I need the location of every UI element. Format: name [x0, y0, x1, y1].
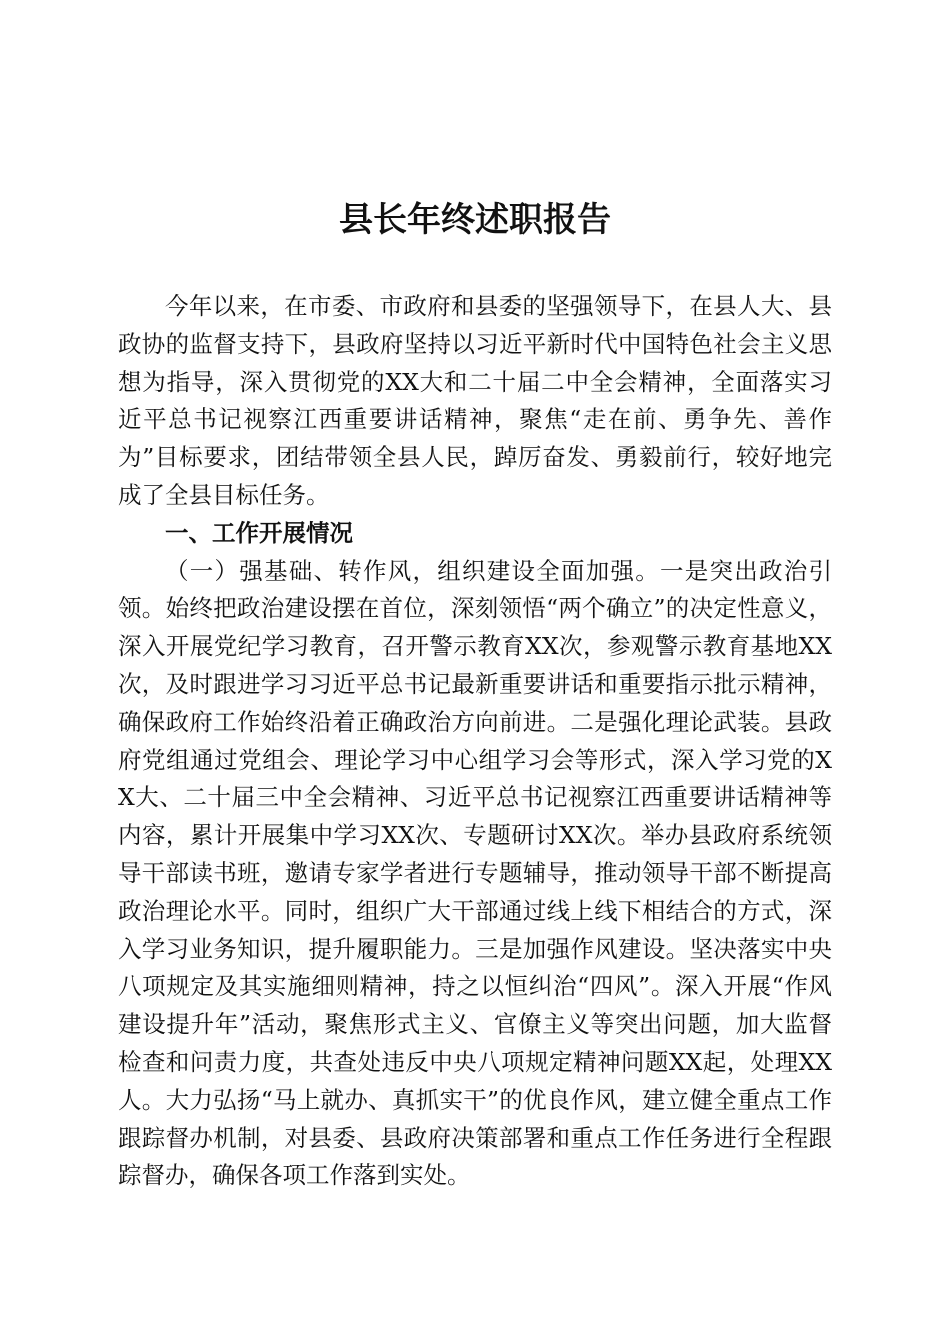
- section-heading: 一、工作开展情况: [165, 518, 353, 547]
- document-title: 县长年终述职报告: [339, 200, 611, 240]
- document-body: [118, 288, 832, 1195]
- intro-paragraph: 今年以来，在市委、市政府和县委的坚强领导下，在县人大、县政协的监督支持下，县政府坚持以习近平新时代中国特色社会主义思想为指导，深入贯彻党的XX大和二十届二中全会精神，全面落实习近平总书记视察江西重要讲话精神，聚焦“走在前、勇争先、善作为”目标要求，团结带领全县人民，踔厉奋发、勇毅前行，较好地完成了全县目标任务。: [118, 292, 832, 509]
- subsection-lead: （一）强基础、转作风，组织建设全面加强。: [165, 556, 660, 585]
- subsection-paragraph: [118, 553, 832, 1196]
- subsection-body: 一是突出政治引领。始终把政治建设摆在首位，深刻领悟“两个确立”的决定性意义，深入开展党纪学习教育，召开警示教育XX次，参观警示教育基地XX次，及时跟进学习习近平总书记最新重要讲话和重要指示批示精神，确保政府工作始终沿着正确政治方向前进。二是强化理论武装。县政府党组通过党组会、理论学习中心组学习会等形式，深入学习党的XX大、二十届三中全会精神、习近平总书记视察江西重要讲话精神等内容，累计开展集中学习XX次、专题研讨XX次。举办县政府系统领导干部读书班，邀请专家学者进行专题辅导，推动领导干部不断提高政治理论水平。同时，组织广大干部通过线上线下相结合的方式，深入学习业务知识，提升履职能力。三是加强作风建设。坚决落实中央八项规定及其实施细则精神，持之以恒纠治“四风”。深入开展“作风建设提升年”活动，聚焦形式主义、官僚主义等突出问题，加大监督检查和问责力度，共查处违反中央八项规定精神问题XX起，处理XX人。大力弘扬“马上就办、真抓实干”的优良作风，建立健全重点工作跟踪督办机制，对县委、县政府决策部署和重点工作任务进行全程跟踪督办，确保各项工作落到实处。: [118, 556, 832, 1190]
